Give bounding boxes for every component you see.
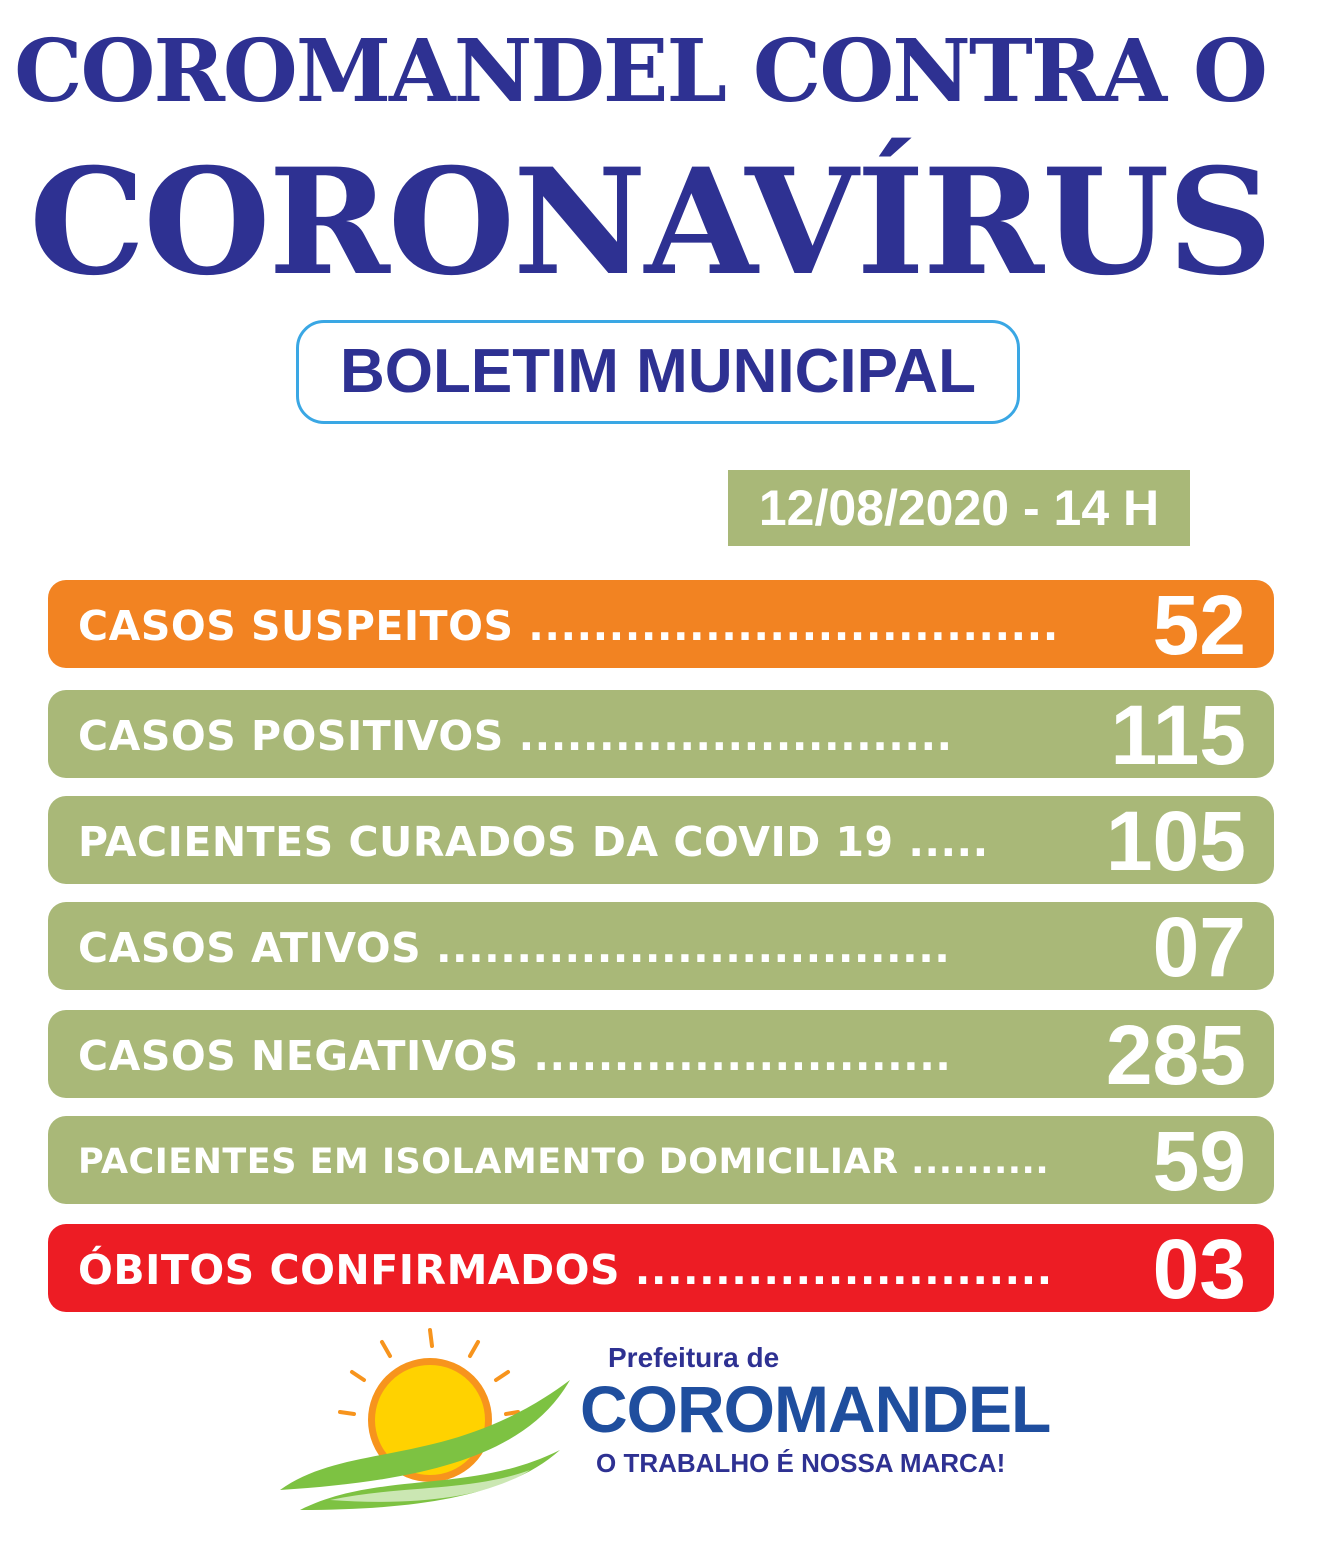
stat-label: CASOS ATIVOS ................................ (78, 924, 951, 972)
sun-hill-icon (270, 1320, 590, 1520)
logo-prefix: Prefeitura de (608, 1342, 780, 1373)
logo-city-name: COROMANDEL (580, 1372, 1051, 1446)
stat-label: CASOS SUSPEITOS ................................. (78, 602, 1059, 650)
stat-value: 07 (1152, 900, 1246, 994)
title-line-2: CORONAVÍRUS (29, 137, 1271, 308)
city-logo (270, 1320, 1070, 1520)
stat-label: CASOS POSITIVOS ........................... (78, 712, 953, 760)
stat-value: 59 (1152, 1114, 1246, 1208)
bulletin-badge: BOLETIM MUNICIPAL (296, 320, 1020, 424)
stat-label: CASOS NEGATIVOS .......................... (78, 1032, 952, 1080)
title-line-1: COROMANDEL CONTRA O (14, 21, 1266, 122)
stat-label: PACIENTES EM ISOLAMENTO DOMICILIAR .......... (78, 1142, 1050, 1182)
stat-value: 115 (1110, 688, 1246, 782)
stat-value: 03 (1152, 1222, 1246, 1316)
stat-row-negative (48, 1008, 1274, 1102)
stat-value: 105 (1105, 794, 1246, 888)
stat-row-suspected (48, 578, 1274, 672)
logo-slogan: O TRABALHO É NOSSA MARCA! (596, 1448, 1006, 1478)
stat-value: 52 (1152, 578, 1246, 672)
stat-row-positive (48, 688, 1274, 782)
stat-label: PACIENTES CURADOS DA COVID 19 ..... (78, 818, 989, 866)
stat-row-deaths (48, 1222, 1274, 1316)
stat-row-active (48, 900, 1274, 994)
stat-label: ÓBITOS CONFIRMADOS .......................... (78, 1246, 1053, 1294)
stat-row-home-isolation (48, 1114, 1274, 1208)
stat-value: 285 (1105, 1008, 1246, 1102)
bulletin-date: 12/08/2020 - 14 H (728, 470, 1190, 546)
stat-row-recovered (48, 794, 1274, 888)
